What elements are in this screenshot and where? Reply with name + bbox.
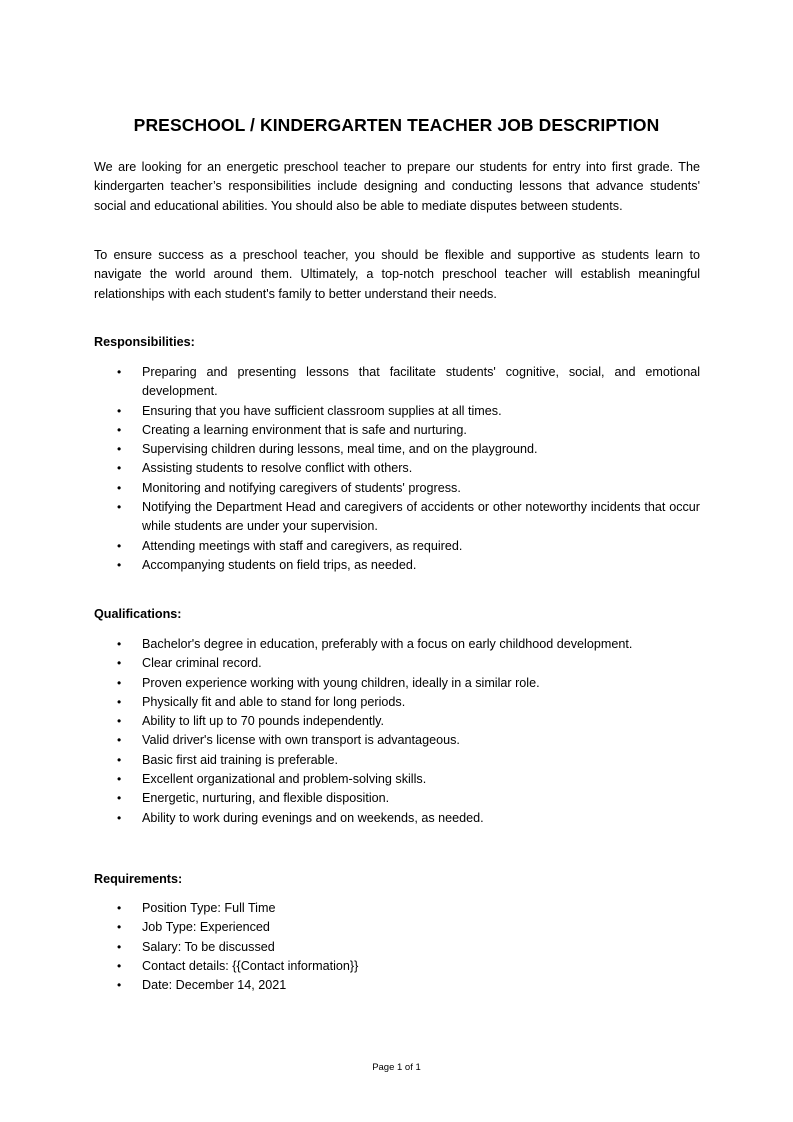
list-item: [94, 918, 700, 937]
intro-paragraph-2: To ensure success as a preschool teacher, you should be flexible and supportive as students learn to navigate the world around them. Ultimately, a top-notch preschool teacher will establish meaningful relationships with each student's family to better understand their needs.: [94, 248, 700, 301]
bullet-icon: •: [117, 538, 122, 553]
bullet-icon: •: [117, 978, 122, 993]
bullet-icon: •: [117, 675, 122, 690]
list-item-text: Monitoring and notifying caregivers of students' progress.: [142, 480, 461, 495]
bullet-icon: •: [117, 810, 122, 825]
list-item-text: Bachelor's degree in education, preferably with a focus on early childhood development.: [142, 637, 633, 651]
list-item: [94, 751, 700, 770]
bullet-icon: •: [117, 958, 122, 973]
bullet-icon: •: [117, 733, 122, 748]
list-item-text: Notifying the Department Head and caregivers of accidents or other noteworthy incidents that occur while students are under your supervision.: [142, 500, 700, 534]
list-item-text: Assisting students to resolve conflict with others.: [142, 461, 413, 476]
list-item-text: Creating a learning environment that is safe and nurturing.: [142, 422, 467, 437]
bullet-icon: •: [117, 901, 122, 915]
list-item: [94, 770, 700, 789]
bullet-icon: •: [117, 752, 122, 767]
list-item: [94, 731, 700, 750]
bullet-icon: •: [117, 500, 122, 515]
list-item-text: Clear criminal record.: [142, 656, 262, 671]
list-item: [94, 809, 700, 828]
list-item: [94, 363, 700, 402]
bullet-icon: •: [117, 403, 122, 418]
list-item: [94, 440, 700, 459]
responsibilities-list: [94, 363, 700, 575]
list-item-text: Energetic, nurturing, and flexible disposition.: [142, 791, 390, 806]
list-item-text: Ensuring that you have sufficient classroom supplies at all times.: [142, 403, 502, 418]
list-item: [94, 899, 700, 918]
list-item-text: Position Type: Full Time: [142, 901, 276, 915]
list-item: [94, 498, 700, 537]
bullet-icon: •: [117, 442, 122, 457]
list-item-text: Ability to lift up to 70 pounds independently.: [142, 714, 385, 729]
list-item: [94, 479, 700, 498]
list-item: [94, 402, 700, 421]
requirements-heading: Requirements:: [94, 872, 183, 886]
bullet-icon: •: [117, 791, 122, 806]
page-number-footer: Page 1 of 1: [372, 1062, 421, 1073]
list-item-text: Salary: To be discussed: [142, 939, 275, 954]
bullet-icon: •: [117, 422, 122, 437]
list-item-text: Excellent organizational and problem-solving skills.: [142, 772, 427, 787]
bullet-icon: •: [117, 694, 122, 709]
list-item: [94, 789, 700, 808]
list-item: [94, 712, 700, 731]
requirements-list: [94, 899, 700, 995]
list-item: [94, 957, 700, 976]
responsibilities-heading: Responsibilities:: [94, 335, 195, 349]
bullet-icon: •: [117, 480, 122, 495]
bullet-icon: •: [117, 920, 122, 935]
list-item-text: Job Type: Experienced: [142, 920, 270, 935]
list-item: [94, 693, 700, 712]
list-item-text: Date: December 14, 2021: [142, 978, 287, 993]
bullet-icon: •: [117, 365, 122, 379]
bullet-icon: •: [117, 714, 122, 729]
list-item: [94, 556, 700, 575]
list-item: [94, 976, 700, 995]
bullet-icon: •: [117, 656, 122, 671]
list-item-text: Accompanying students on field trips, as needed.: [142, 557, 417, 572]
bullet-icon: •: [117, 939, 122, 954]
list-item-text: Contact details: {{Contact information}}: [142, 958, 359, 973]
bullet-icon: •: [117, 557, 122, 572]
list-item-text: Basic first aid training is preferable.: [142, 752, 338, 767]
list-item: [94, 674, 700, 693]
list-item-text: Supervising children during lessons, meal time, and on the playground.: [142, 442, 538, 457]
list-item-text: Physically fit and able to stand for long periods.: [142, 694, 406, 709]
qualifications-heading: Qualifications:: [94, 607, 182, 621]
list-item: [94, 537, 700, 556]
list-item: [94, 635, 700, 654]
bullet-icon: •: [117, 772, 122, 787]
list-item: [94, 421, 700, 440]
list-item-text: Attending meetings with staff and caregivers, as required.: [142, 538, 463, 553]
intro-paragraph-1: We are looking for an energetic preschool teacher to prepare our students for entry into first grade. The kindergarten teacher’s responsibilities include designing and conducting lessons that advance students' social and educational abilities. You should also be able to mediate disputes between students.: [94, 160, 700, 213]
list-item: [94, 654, 700, 673]
list-item-text: Valid driver's license with own transport is advantageous.: [142, 733, 460, 748]
bullet-icon: •: [117, 637, 122, 651]
list-item-text: Ability to work during evenings and on weekends, as needed.: [142, 810, 484, 825]
qualifications-list: [94, 635, 700, 828]
document-title: PRESCHOOL / KINDERGARTEN TEACHER JOB DESCRIPTION: [133, 115, 660, 135]
bullet-icon: •: [117, 461, 122, 476]
list-item: [94, 938, 700, 957]
list-item-text: Preparing and presenting lessons that facilitate students' cognitive, social, and emotional development.: [142, 365, 700, 399]
list-item-text: Proven experience working with young children, ideally in a similar role.: [142, 675, 540, 690]
list-item: [94, 459, 700, 478]
